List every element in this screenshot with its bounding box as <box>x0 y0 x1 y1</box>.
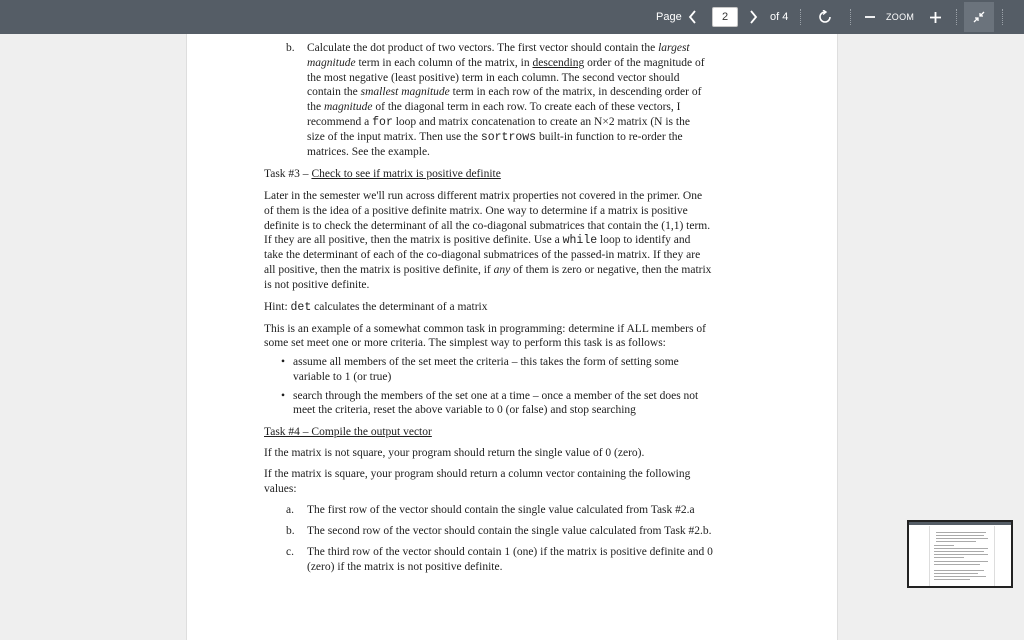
item-b-line-2: magnitude term in each column of the matrix, in descending order of the magnitude of <box>307 57 705 69</box>
task3-paragraph-line: If they are all positive, then the matrix is positive definite. Use a while loop to identify and <box>264 234 691 247</box>
bullet-item-line: search through the members of the set one at a time – once a member of the set does not <box>293 390 699 402</box>
list-item-c: (zero) if the matrix is not positive definite. <box>307 561 503 573</box>
toolbar-divider <box>800 9 801 25</box>
chevron-left-icon <box>688 10 698 24</box>
task3-paragraph-line: of them is the idea of a positive definite matrix. One way to determine if a matrix is positive <box>264 205 688 217</box>
item-b-line-7: size of the input matrix. Then use the sortrows built-in function to re-order the <box>307 131 683 144</box>
thumbnail-page <box>929 526 995 586</box>
page-number-input[interactable] <box>712 7 738 27</box>
bullet: • <box>281 356 286 368</box>
list-marker: a. <box>286 504 294 516</box>
bullet-item-line: variable to 1 (or true) <box>293 371 392 383</box>
task3-paragraph-line: Later in the semester we'll run across different matrix properties not covered in the primer. One <box>264 190 703 202</box>
fit-page-button[interactable] <box>964 2 994 32</box>
chevron-right-icon <box>748 10 758 24</box>
task3-heading: Task #3 – Check to see if matrix is positive definite <box>264 168 501 180</box>
toolbar-divider <box>850 9 851 25</box>
list-marker: b. <box>286 525 295 537</box>
task4-paragraph-line: values: <box>264 483 297 495</box>
toolbar-divider <box>956 9 957 25</box>
page-count-label: of 4 <box>770 11 789 23</box>
item-b-line-6: recommend a for loop and matrix concatenation to create an N×2 matrix (N is the <box>307 116 690 129</box>
task3-paragraph-line: is not positive definite. <box>264 279 370 291</box>
list-marker: c. <box>286 546 294 558</box>
list-item-a: The first row of the vector should contain the single value calculated from Task #2.a <box>307 504 695 516</box>
document-page <box>186 34 838 640</box>
item-b-line-3: the most negative (least positive) term in each column. The second vector should <box>307 72 680 84</box>
zoom-out-button[interactable] <box>862 0 878 34</box>
item-b-line-1: Calculate the dot product of two vectors. The first vector should contain the largest <box>307 42 690 54</box>
rotate-button[interactable] <box>814 0 836 34</box>
task4-paragraph-line: If the matrix is square, your program should return a column vector containing the following <box>264 468 691 480</box>
task3-paragraph-line: all positive, then the matrix is positive definite, if any of them is zero or negative, then the matrix <box>264 264 712 276</box>
zoom-label: ZOOM <box>886 12 915 22</box>
bullet-item-line: assume all members of the set meet the criteria – this takes the form of setting some <box>293 356 679 368</box>
viewer-toolbar <box>0 0 1024 34</box>
page-label: Page <box>656 11 682 23</box>
list-marker: b. <box>286 42 295 54</box>
next-page-button[interactable] <box>744 0 762 34</box>
rotate-icon <box>818 10 832 24</box>
thumbnail-viewport-bar <box>909 522 1011 525</box>
plus-icon <box>930 12 941 23</box>
collapse-arrows-icon <box>973 11 985 23</box>
toolbar-divider <box>1002 9 1003 25</box>
list-item-b: The second row of the vector should contain the single value calculated from Task #2.b. <box>307 525 712 537</box>
previous-page-button[interactable] <box>684 0 702 34</box>
page-thumbnail-navigator[interactable] <box>907 520 1013 588</box>
zoom-in-button[interactable] <box>926 0 944 34</box>
task3-paragraph-line: take the determinant of each of the co-diagonal submatrices of the passed-in matrix. If they are <box>264 249 701 261</box>
bullet: • <box>281 390 286 402</box>
bullet-item-line: meet the criteria, reset the above variable to 0 (or false) and stop searching <box>293 404 636 416</box>
task3-paragraph-line: definite is to check the determinant of all the co-diagonal submatrices that contain the (1,1) term. <box>264 220 711 232</box>
minus-icon <box>865 12 875 22</box>
task3-paragraph-line: This is an example of a somewhat common task in programming: determine if ALL members of <box>264 323 706 335</box>
item-b-line-4: contain the smallest magnitude term in each row of the matrix, in descending order of <box>307 86 702 98</box>
item-b-line-5: the magnitude of the diagonal term in each row. To create each of these vectors, I <box>307 101 681 113</box>
item-b-line-8: matrices. See the example. <box>307 146 430 158</box>
task4-paragraph-line: If the matrix is not square, your program should return the single value of 0 (zero). <box>264 447 645 459</box>
list-item-c: The third row of the vector should contain 1 (one) if the matrix is positive definite and 0 <box>307 546 713 558</box>
task3-paragraph-line: some set meet one or more criteria. The simplest way to perform this task is as follows: <box>264 337 666 349</box>
task3-hint: Hint: det calculates the determinant of a matrix <box>264 301 488 314</box>
task4-heading: Task #4 – Compile the output vector <box>264 426 432 438</box>
